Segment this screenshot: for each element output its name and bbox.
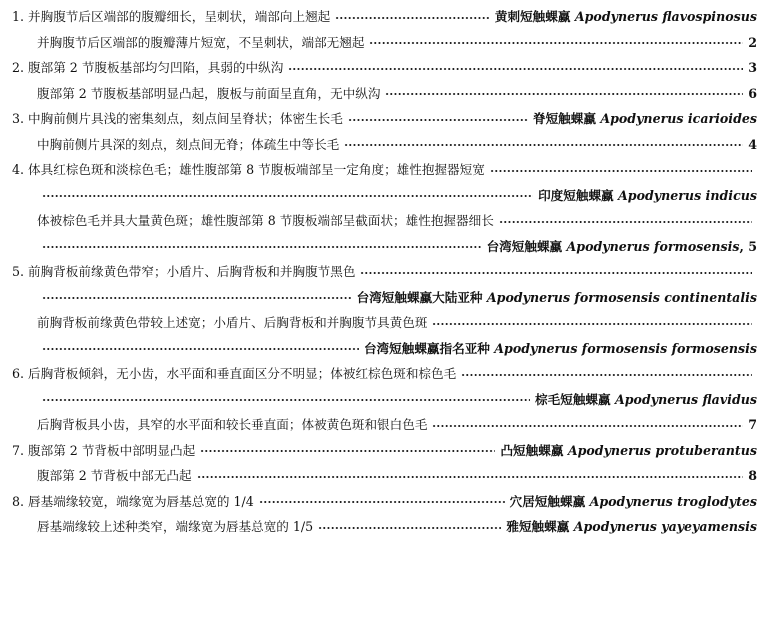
chinese-name: 台湾短触蜾蠃大陆亚种 — [356, 289, 483, 305]
scientific-name: Apodynerus formosensis continentalis — [486, 289, 757, 305]
key-line-4 — [0, 81, 767, 107]
leader-dots — [42, 348, 359, 350]
chinese-name: 台湾短触蜾蠃指名亚种 — [363, 340, 490, 356]
couplet-result — [748, 30, 757, 56]
chinese-name: 印度短触蜾蠃 — [538, 187, 614, 203]
leader-dots — [369, 42, 743, 44]
couplet-result — [506, 514, 757, 540]
couplet-text: 3. 中胸前侧片具浅的密集刻点，刻点间呈脊状；体密生长毛 — [12, 111, 343, 126]
key-line-1 — [0, 4, 767, 30]
scientific-name: Apodynerus icarioides — [600, 111, 757, 126]
scientific-name: Apodynerus yayeyamensis — [573, 519, 757, 534]
leader-dots — [42, 297, 352, 299]
couplet-result — [500, 438, 757, 464]
leader-dots — [259, 501, 505, 503]
couplet-text: 唇基端缘较上述种类窄，端缘宽为唇基总宽的 1/5 — [37, 519, 314, 534]
chinese-name: 台湾短触蜾蠃 — [486, 238, 563, 254]
couplet-result — [533, 106, 757, 132]
couplet-result — [748, 132, 757, 158]
leader-dots — [197, 476, 744, 478]
key-line-7 — [0, 157, 767, 183]
leader-dots — [344, 144, 743, 146]
leader-dots — [42, 399, 530, 401]
couplet-number: 2 — [748, 34, 757, 50]
couplet-text: 2. 腹部第 2 节腹板基部均匀凹陷，具弱的中纵沟 — [12, 60, 284, 75]
key-line-5 — [0, 106, 767, 132]
couplet-result — [535, 387, 757, 413]
chinese-name: 雅短触蜾蠃 — [506, 519, 570, 534]
chinese-name: 穴居短触蜾蠃 — [509, 493, 586, 509]
couplet-number: , 5 — [739, 238, 757, 254]
key-line-11 — [0, 259, 767, 285]
key-line-13 — [0, 310, 767, 336]
couplet-text: 中胸前侧片具深的刻点，刻点间无脊；体疏生中等长毛 — [37, 136, 340, 152]
leader-dots — [499, 221, 752, 223]
couplet-text: 1. 并胸腹节后区端部的腹瓣细长，呈刺状，端部向上翘起 — [12, 9, 331, 24]
couplet-text: 并胸腹节后区端部的腹瓣薄片短宽，不呈刺状，端部无翘起 — [37, 34, 365, 50]
couplet-result — [748, 55, 757, 81]
leader-dots — [42, 246, 482, 248]
scientific-name: Apodynerus protuberantus — [567, 442, 757, 458]
couplet-result — [487, 234, 757, 260]
key-line-10 — [0, 234, 767, 260]
key-line-9 — [0, 208, 767, 234]
couplet-text: 7. 腹部第 2 节背板中部明显凸起 — [12, 442, 196, 458]
key-line-12 — [0, 285, 767, 311]
couplet-text: 体被棕色毛并具大量黄色斑；雄性腹部第 8 节腹板端部呈截面状；雄性抱握器细长 — [37, 213, 494, 228]
couplet-result — [748, 412, 757, 438]
leader-dots — [490, 170, 752, 172]
couplet-text: 8. 唇基端缘较宽，端缘宽为唇基总宽的 1/4 — [12, 493, 254, 509]
couplet-text: 腹部第 2 节腹板基部明显凸起，腹板与前面呈直角，无中纵沟 — [37, 85, 381, 101]
scientific-name: Apodynerus troglodytes — [589, 493, 757, 509]
leader-dots — [360, 272, 752, 274]
key-line-15 — [0, 361, 767, 387]
leader-dots — [200, 450, 495, 452]
chinese-name: 黄刺短触蜾蠃 — [494, 9, 571, 24]
leader-dots — [288, 68, 743, 70]
chinese-name: 脊短触蜾蠃 — [532, 111, 596, 126]
couplet-text: 前胸背板前缘黄色带较上述宽；小盾片、后胸背板和并胸腹节具黄色斑 — [37, 315, 428, 330]
key-line-8 — [0, 183, 767, 209]
key-line-18 — [0, 438, 767, 464]
couplet-number: 6 — [748, 85, 757, 101]
scientific-name: Apodynerus indicus — [618, 187, 757, 203]
chinese-name: 凸短触蜾蠃 — [500, 442, 564, 458]
key-line-20 — [0, 489, 767, 515]
key-line-14 — [0, 336, 767, 362]
scientific-name: Apodynerus formosensis formosensis — [494, 340, 757, 356]
couplet-result — [538, 183, 757, 209]
couplet-text: 后胸背板具小齿，具窄的水平面和较长垂直面；体被黄色斑和银白色毛 — [37, 417, 428, 432]
key-line-2 — [0, 30, 767, 56]
scientific-name: Apodynerus flavospinosus — [574, 9, 757, 24]
couplet-result — [357, 285, 757, 311]
couplet-result — [364, 336, 757, 362]
couplet-text: 腹部第 2 节背板中部无凸起 — [37, 468, 192, 483]
key-line-17 — [0, 412, 767, 438]
couplet-text: 6. 后胸背板倾斜，无小齿，水平面和垂直面区分不明显；体被红棕色斑和棕色毛 — [12, 366, 457, 381]
scientific-name: Apodynerus flavidus — [614, 391, 757, 407]
scientific-name: Apodynerus formosensis — [566, 238, 740, 254]
couplet-result — [748, 463, 757, 489]
leader-dots — [335, 17, 490, 19]
leader-dots — [461, 374, 752, 376]
leader-dots — [318, 527, 501, 529]
key-line-6 — [0, 132, 767, 158]
couplet-result — [495, 4, 757, 30]
couplet-text: 4. 体具红棕色斑和淡棕色毛；雄性腹部第 8 节腹板端部呈一定角度；雄性抱握器短宽 — [12, 162, 485, 177]
chinese-name: 棕毛短触蜾蠃 — [535, 391, 611, 407]
leader-dots — [348, 119, 528, 121]
couplet-result — [748, 81, 757, 107]
key-line-19 — [0, 463, 767, 489]
key-line-21 — [0, 514, 767, 540]
couplet-number: 3 — [748, 60, 757, 75]
couplet-number: 4 — [748, 136, 757, 152]
leader-dots — [432, 323, 752, 325]
key-line-16 — [0, 387, 767, 413]
couplet-number: 8 — [748, 468, 757, 483]
leader-dots — [42, 195, 533, 197]
leader-dots — [432, 425, 743, 427]
key-line-3 — [0, 55, 767, 81]
couplet-text: 5. 前胸背板前缘黄色带窄；小盾片、后胸背板和并胸腹节黑色 — [12, 264, 356, 279]
couplet-number: 7 — [748, 417, 757, 432]
couplet-result — [510, 489, 757, 515]
leader-dots — [385, 93, 743, 95]
